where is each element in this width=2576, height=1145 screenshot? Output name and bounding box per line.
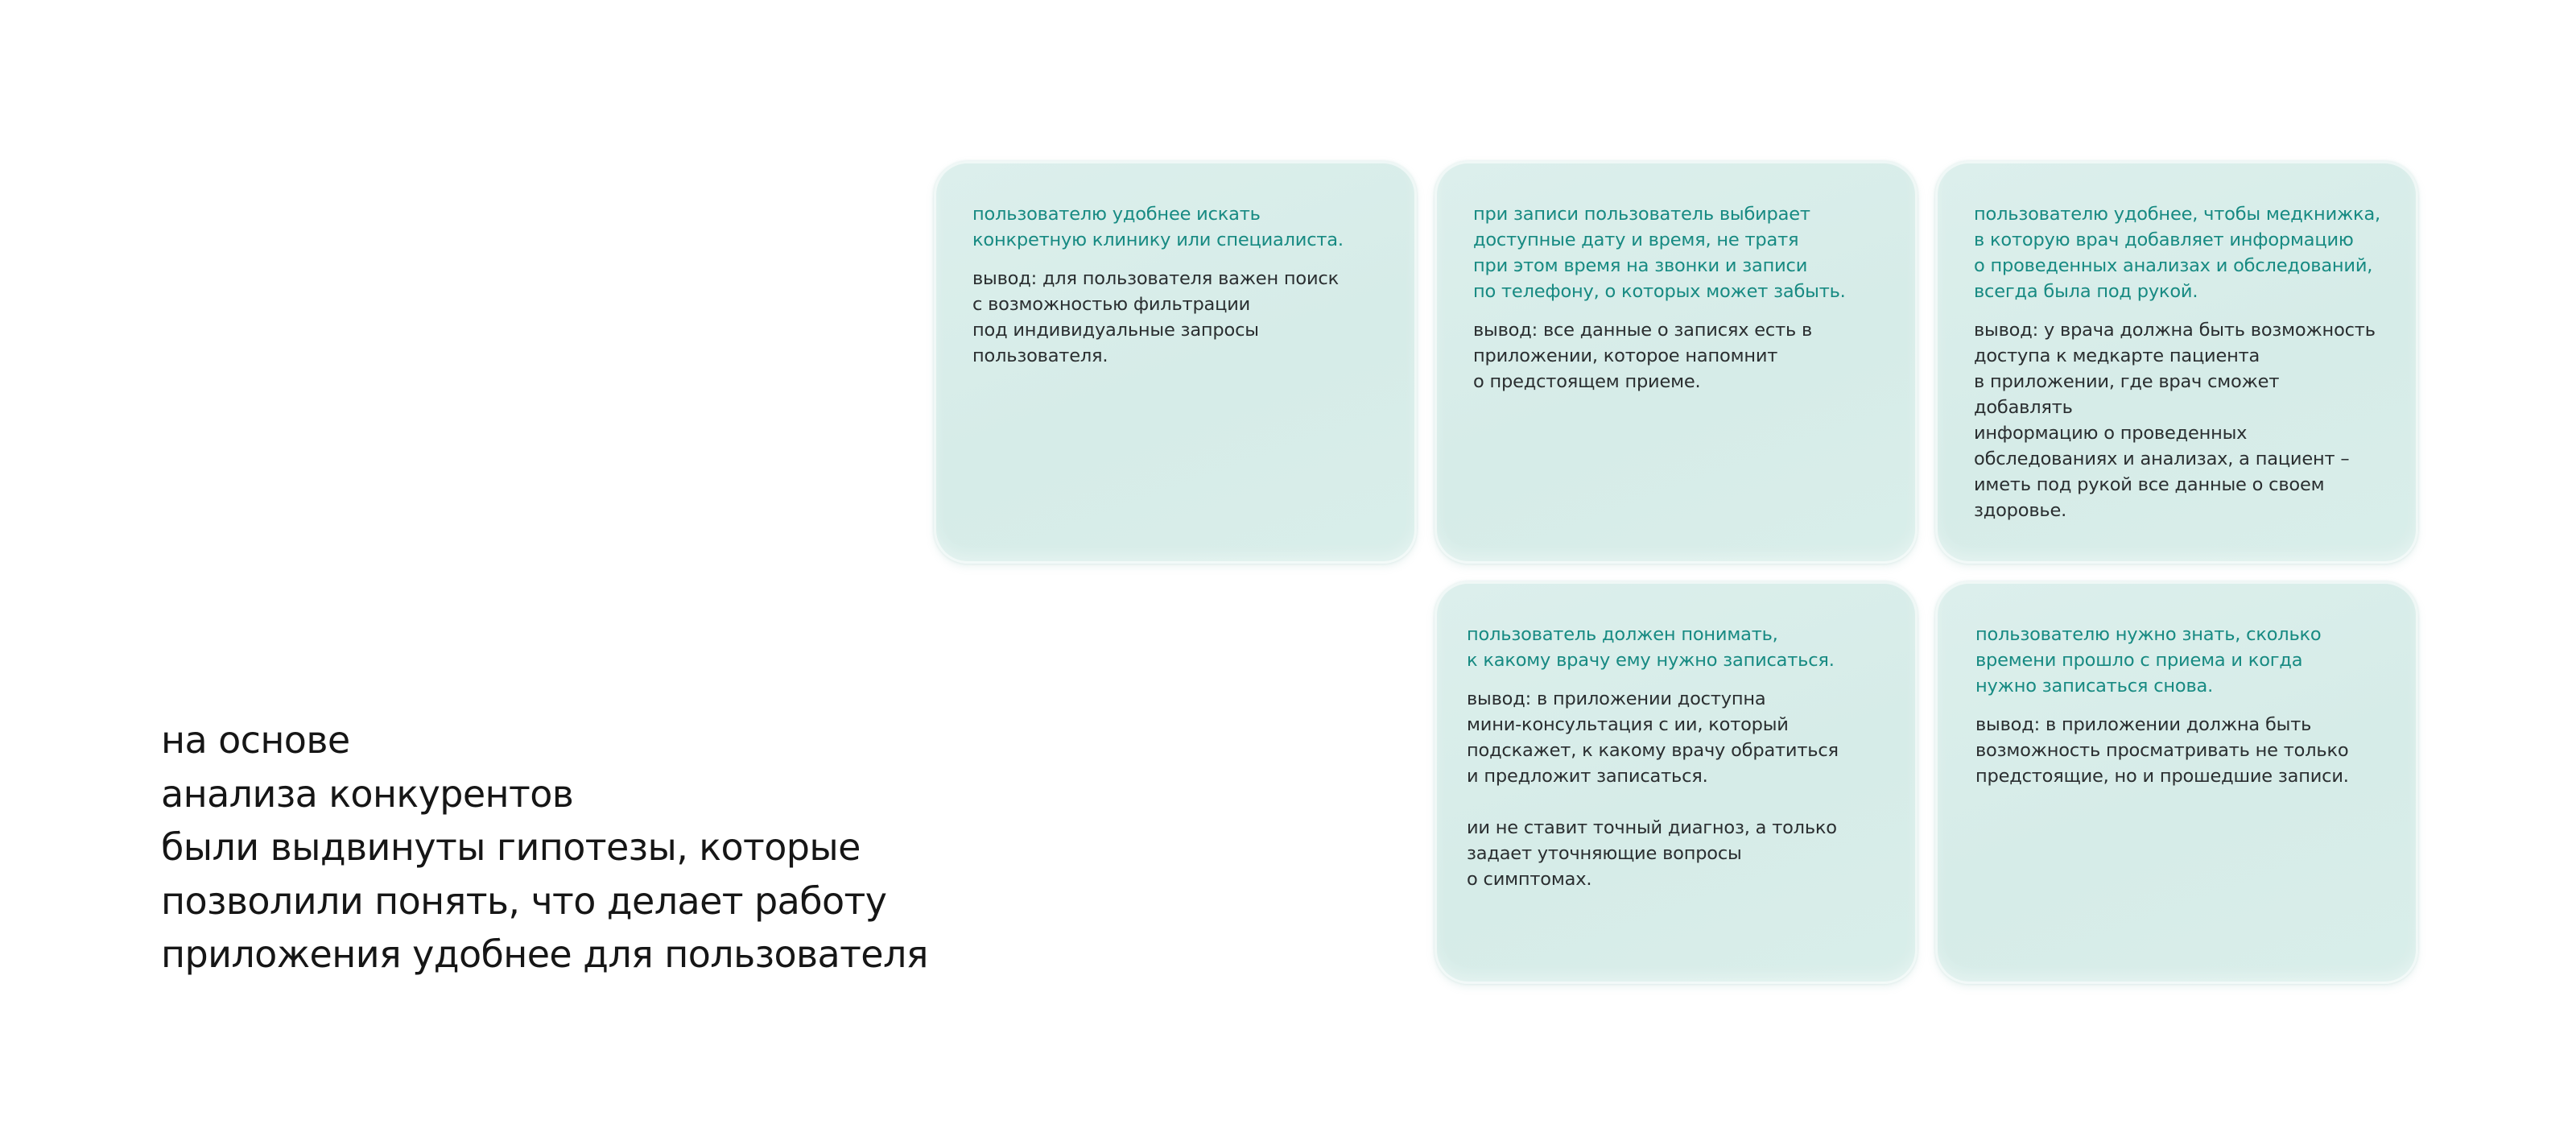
- conclusion-text: вывод: в приложении должна быть возможность просматривать не только предстоящие, но и прошедшие записи.: [1975, 714, 2349, 787]
- hypothesis-text: пользователю удобнее, чтобы медкнижка, в которую врач добавляет информацию о проведенных анализах и обследований, всегда была под рукой.: [1974, 204, 2380, 302]
- conclusion-text: вывод: у врача должна быть возможность доступа к медкарте пациента в приложении, где врач сможет добавлять информацию о проведенных обследованиях и анализах, а пациент – иметь под рукой все данные о своем здоровье.: [1974, 320, 2376, 521]
- hypothesis-card-clinic-search: [934, 161, 1417, 564]
- intro-line: были выдвинуты гипотезы, которые: [161, 825, 861, 869]
- hypothesis-card-medical-record: [1935, 161, 2418, 564]
- hypothesis-card-online-booking: [1435, 161, 1918, 564]
- hypothesis-text: пользователь должен понимать, к какому врачу ему нужно записаться.: [1467, 624, 1835, 671]
- intro-statement: [161, 713, 1030, 982]
- conclusion-text: вывод: все данные о записях есть в приложении, которое напомнит о предстоящем приеме.: [1473, 320, 1813, 392]
- conclusion-text: вывод: в приложении доступна мини-консультация с ии, который подскажет, к какому врачу обратиться и предложит записаться. ии не ставит точный диагноз, а только задает уточняющие вопросы о симптомах.: [1467, 688, 1839, 890]
- intro-line: приложения удобнее для пользователя: [161, 932, 928, 976]
- intro-line: анализа конкурентов: [161, 771, 574, 816]
- hypothesis-text: пользователю нужно знать, сколько времени прошло с приема и когда нужно записаться снова.: [1975, 624, 2322, 697]
- conclusion-text: вывод: для пользователя важен поиск с возможностью фильтрации под индивидуальные запросы пользователя.: [972, 268, 1339, 366]
- intro-line: позволили понять, что делает работу: [161, 878, 887, 923]
- hypothesis-card-ai-consultation: [1435, 581, 1918, 984]
- hypothesis-card-visit-history: [1935, 581, 2418, 984]
- hypothesis-text: пользователю удобнее искать конкретную клинику или специалиста.: [972, 204, 1344, 250]
- intro-line: на основе: [161, 718, 350, 762]
- hypothesis-text: при записи пользователь выбирает доступные дату и время, не тратя при этом время на звонки и записи по телефону, о которых может забыть.: [1473, 204, 1846, 302]
